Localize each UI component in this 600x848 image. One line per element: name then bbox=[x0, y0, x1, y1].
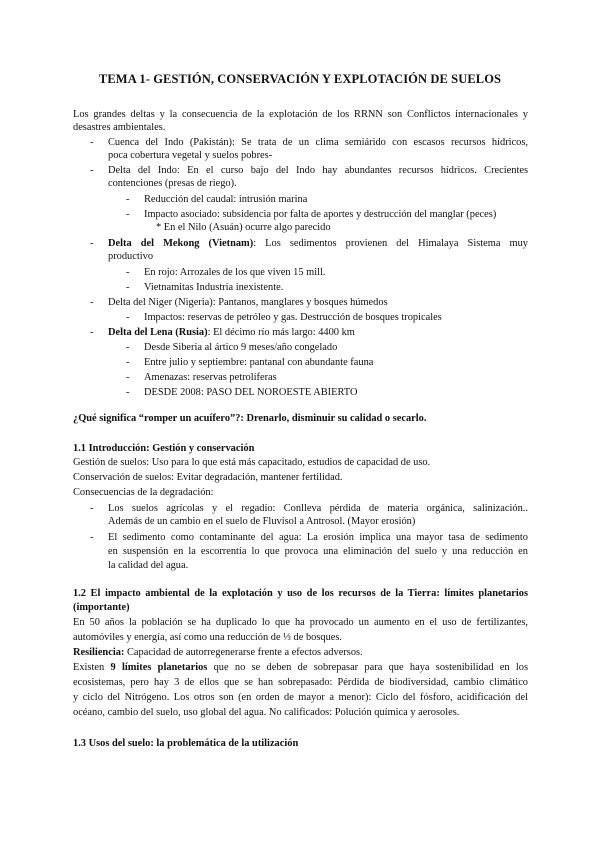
niger-line: Delta del Niger (Nigeria): Pantanos, manglares y bosques húmedos bbox=[108, 297, 388, 308]
resiliencia-definition: Capacidad de autorregenerarse frente a efectos adversos. bbox=[124, 647, 363, 658]
s12-p2-line-1 bbox=[73, 661, 528, 674]
s11-line-2: Conservación de suelos: Evitar degradación, mantener fertilidad. bbox=[73, 472, 343, 483]
sub-bullet-dash: - bbox=[126, 357, 130, 368]
sub-bullet-dash: - bbox=[126, 342, 130, 353]
s11-line-1: Gestión de suelos: Uso para lo que está más capacitado, estudios de capacidad de uso. bbox=[73, 457, 431, 468]
indo-delta-line-1: Delta del Indo: En el curso bajo del Indo hay abundantes recursos hídricos. Crecientes bbox=[108, 165, 528, 176]
bullet-dash: - bbox=[90, 137, 94, 148]
mekong-title: Delta del Mekong (Vietnam) bbox=[108, 238, 254, 249]
resiliencia-term: Resiliencia: bbox=[73, 647, 125, 658]
lena-line bbox=[108, 326, 355, 339]
sub-bullet-dash: - bbox=[126, 387, 130, 398]
s12-p1-line-1: En 50 años la población se ha duplicado lo que ha provocado un aumento en el uso de fertilizantes, bbox=[73, 617, 528, 628]
aquifer-question: ¿Qué significa “romper un acuífero”?: Drenarlo, disminuir su calidad o secarlo. bbox=[73, 413, 427, 424]
section-1-1-heading: 1.1 Introducción: Gestión y conservación bbox=[73, 443, 255, 454]
s12-p2-prefix: Existen bbox=[73, 662, 111, 673]
sub-bullet-dash: - bbox=[126, 194, 130, 205]
s12-resiliencia-line bbox=[73, 646, 363, 659]
s12-p1-line-2: automóviles y energía, así como una reducción de ⅓ de bosques. bbox=[73, 632, 343, 643]
bullet-dash: - bbox=[90, 238, 94, 249]
mekong-line-1 bbox=[108, 237, 528, 250]
mekong-sub-1: En rojo: Arrozales de los que viven 15 mill. bbox=[144, 267, 326, 278]
document-title: TEMA 1- GESTIÓN, CONSERVACIÓN Y EXPLOTACIÓN DE SUELOS bbox=[98, 72, 502, 86]
lena-sub-4: DESDE 2008: PASO DEL NOROESTE ABIERTO bbox=[144, 387, 358, 398]
section-1-3-heading: 1.3 Usos del suelo: la problemática de la utilización bbox=[73, 738, 299, 749]
s11-bullet-2-line-3: la calidad del agua. bbox=[108, 560, 189, 571]
sub-bullet-dash: - bbox=[126, 209, 130, 220]
s12-p2-line-3: y ciclo del Nitrógeno. Los otros son (en orden de mayor a menor): Ciclo del fósforo, acidificación del bbox=[73, 692, 528, 703]
sub-bullet-dash: - bbox=[126, 282, 130, 293]
indo-delta-line-2: contenciones (presas de riego). bbox=[108, 178, 237, 189]
mekong-sub-2: Vietnamitas Industria inexistente. bbox=[144, 282, 284, 293]
s12-p2-line-4: océano, cambio del suelo, uso global del agua. No calificados: Polución química y aerosoles. bbox=[73, 707, 460, 718]
indo-pakistan-line-2: poca cobertura vegetal y suelos pobres- bbox=[108, 150, 273, 161]
indo-pakistan-line-1: Cuenca del Indo (Pakistán): Se trata de un clima semiárido con escasos recursos hídricos, bbox=[108, 137, 528, 148]
s12-p2-line-2: ecosistemas, pero hay 3 de ellos que se han sobrepasado: Pérdida de biodiversidad, cambio climático bbox=[73, 677, 528, 688]
s11-bullet-2-line-1: El sedimento como contaminante del agua: La erosión implica una mayor tasa de sedimento bbox=[108, 532, 528, 543]
niger-sub-1: Impactos: reservas de petróleo y gas. Destrucción de bosques tropicales bbox=[144, 312, 442, 323]
s11-bullet-1-line-2: Además de un cambio en el suelo de Fluvisol a Antrosol. (Mayor erosión) bbox=[108, 516, 416, 527]
intro-line-1: Los grandes deltas y la consecuencia de la explotación de los RRNN son Conflictos internacionales y bbox=[73, 109, 528, 120]
bullet-dash: - bbox=[90, 532, 94, 543]
intro-line-2: desastres ambientales. bbox=[73, 122, 166, 133]
sub-bullet-dash: - bbox=[126, 372, 130, 383]
bullet-dash: - bbox=[90, 165, 94, 176]
lena-sub-1: Desde Siberia al ártico 9 meses/año congelado bbox=[144, 342, 338, 353]
bullet-dash: - bbox=[90, 297, 94, 308]
indo-sub-2: Impacto asociado: subsidencia por falta de aportes y destrucción del manglar (peces) bbox=[144, 209, 497, 220]
bullet-dash: - bbox=[90, 327, 94, 338]
sub-bullet-dash: - bbox=[126, 312, 130, 323]
limites-planetarios-term: 9 límites planetarios bbox=[110, 662, 208, 673]
lena-sub-2: Entre julio y septiembre: pantanal con abundante fauna bbox=[144, 357, 374, 368]
s11-bullet-2-line-2: en suspensión en la escorrentía lo que provoca una eliminación del suelo y una reducción en bbox=[108, 546, 528, 557]
lena-title: Delta del Lena (Rusia) bbox=[108, 327, 208, 338]
section-1-2-heading-line-2: (importante) bbox=[73, 602, 130, 613]
lena-sub-3: Amenazas: reservas petrolíferas bbox=[144, 372, 277, 383]
s11-line-3: Consecuencias de la degradación: bbox=[73, 487, 214, 498]
mekong-line-2: productivo bbox=[108, 251, 154, 262]
indo-sub-3: * En el Nilo (Asuán) ocurre algo parecido bbox=[156, 222, 331, 233]
lena-text: : El décimo río más largo: 4400 km bbox=[207, 327, 355, 338]
mekong-text: : Los sedimentos provienen del Himalaya Sistema muy bbox=[253, 238, 528, 249]
bullet-dash: - bbox=[90, 503, 94, 514]
indo-sub-1: Reducción del caudal: intrusión marina bbox=[144, 194, 308, 205]
section-1-2-heading-line-1: 1.2 El impacto ambiental de la explotación y uso de los recursos de la Tierra: límites planetarios bbox=[73, 588, 528, 599]
s11-bullet-1-line-1: Los suelos agrícolas y el regadío: Conlleva pérdida de materia orgánica, salinización.. bbox=[108, 503, 528, 514]
sub-bullet-dash: - bbox=[126, 267, 130, 278]
s12-p2-text: que no se deben de sobrepasar para que haya sostenibilidad en los bbox=[207, 662, 529, 673]
